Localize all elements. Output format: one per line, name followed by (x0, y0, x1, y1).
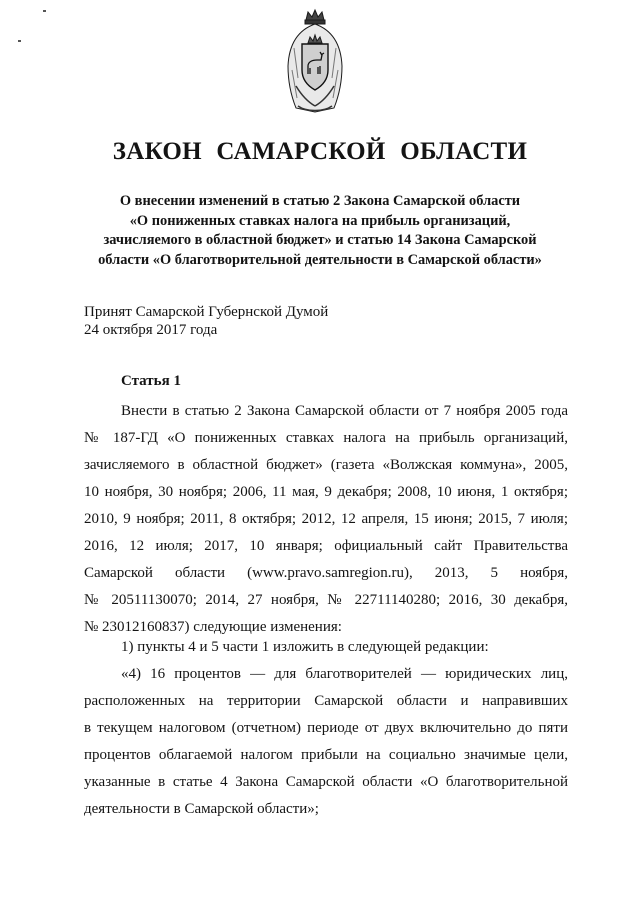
paragraph-line: 2016, 12 июля; 2017, 10 января; официальный сайт Правительства (84, 538, 568, 554)
paragraph-line: Самарской области (www.pravo.samregion.ru), 2013, 5 ноября, (84, 565, 568, 581)
subtitle-line: области «О благотворительной деятельности в Самарской области» (98, 252, 542, 269)
quote-line: указанные в статье 4 Закона Самарской области «О благотворительной (84, 774, 568, 790)
coat-of-arms-icon (284, 8, 346, 116)
paragraph-line: 10 ноября, 30 ноября; 2006, 11 мая, 9 декабря; 2008, 10 июня, 1 октября; (84, 484, 568, 500)
law-subtitle (70, 192, 570, 271)
paragraph-line: № 23012160837) следующие изменения: (84, 619, 342, 635)
quote-line: деятельности в Самарской области»; (84, 801, 319, 817)
amendment-item (84, 634, 568, 661)
paragraph-line: Внести в статью 2 Закона Самарской области от 7 ноября 2005 года (121, 403, 568, 419)
paragraph-line: зачисляемого в областной бюджет» (газета «Волжская коммуна», 2005, (84, 457, 568, 473)
subtitle-line: зачисляемого в областной бюджет» и статью 14 Закона Самарской (103, 232, 537, 249)
quote-line: «4) 16 процентов — для благотворителей — юридических лиц, (121, 666, 568, 682)
adoption-date: 24 октября 2017 года (84, 322, 218, 338)
law-title: ЗАКОН САМАРСКОЙ ОБЛАСТИ (112, 138, 528, 165)
subtitle-line: «О пониженных ставках налога на прибыль организаций, (129, 212, 511, 229)
adoption-line: Принят Самарской Губернской Думой (84, 304, 329, 320)
article-heading: Статья 1 (121, 373, 181, 389)
item-line: 1) пункты 4 и 5 части 1 изложить в следующей редакции: (121, 639, 489, 655)
paragraph-line: № 20511130070; 2014, 27 ноября, № 22711140280; 2016, 30 декабря, (84, 592, 568, 608)
adoption-note (84, 303, 328, 339)
scan-speck (18, 40, 21, 42)
quote-line: в текущем налоговом (отчетном) периоде от двух включительно до пяти (84, 720, 568, 736)
quote-line: процентов облагаемой налогом прибыли на социально значимые цели, (84, 747, 568, 763)
paragraph-line: № 187-ГД «О пониженных ставках налога на прибыль организаций, (84, 430, 568, 446)
subtitle-line: О внесении изменений в статью 2 Закона Самарской области (119, 193, 521, 209)
paragraph-line: 2010, 9 ноября; 2011, 8 октября; 2012, 12 апреля, 15 июня; 2015, 7 июля; (84, 511, 568, 527)
amendment-quote (84, 661, 568, 823)
quote-line: расположенных на территории Самарской области и направивших (84, 693, 568, 709)
scan-speck (43, 10, 46, 12)
article-paragraph (84, 398, 568, 641)
